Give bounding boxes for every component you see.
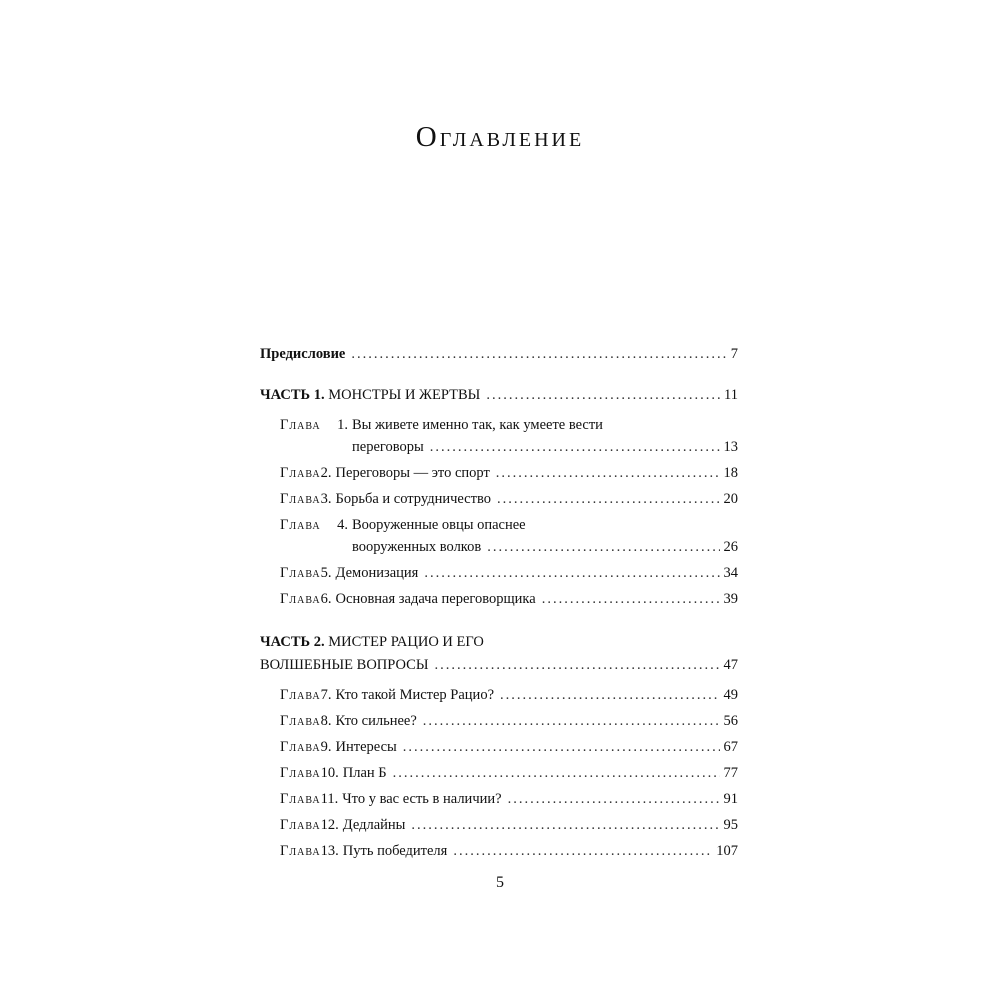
chapter-title-cont: переговоры	[352, 439, 424, 455]
chapter-number: 9.	[320, 739, 332, 755]
dot-leader	[486, 385, 720, 405]
toc-entry-chapter-10	[260, 763, 738, 783]
dot-leader	[453, 841, 712, 861]
chapter-label: Глава	[280, 565, 321, 581]
chapter-number: 6.	[320, 591, 332, 607]
dot-leader	[542, 589, 720, 609]
chapter-number: 3.	[320, 491, 332, 507]
part-title: МОНСТРЫ И ЖЕРТВЫ	[324, 387, 481, 403]
chapter-label: Глава	[280, 591, 321, 607]
page-ref: 91	[723, 791, 738, 807]
part-label: ЧАСТЬ 2.	[260, 634, 325, 650]
chapter-label: Глава	[280, 465, 321, 481]
chapter-label: Глава	[280, 739, 321, 755]
toc-entry-chapter-12	[260, 815, 738, 835]
page-ref: 34	[723, 565, 738, 581]
page-ref: 18	[723, 465, 738, 481]
chapter-title: Кто сильнее?	[335, 713, 417, 729]
page-ref: 49	[723, 687, 738, 703]
page-title: Оглавление	[415, 121, 585, 154]
chapter-title: Что у вас есть в наличии?	[342, 791, 502, 807]
chapter-label: Глава	[280, 417, 321, 433]
chapter-label: Глава	[280, 713, 321, 729]
part-label: ЧАСТЬ 1.	[260, 387, 325, 403]
chapter-title-cont: вооруженных волков	[352, 539, 482, 555]
chapter-number: 10.	[320, 765, 339, 781]
page-ref: 77	[723, 765, 738, 781]
part-title: МИСТЕР РАЦИО И ЕГО	[324, 634, 484, 650]
dot-leader	[497, 489, 720, 509]
chapter-label: Глава	[280, 687, 321, 703]
dot-leader	[424, 563, 719, 583]
toc-entry-chapter-1	[260, 415, 738, 435]
chapter-number: 2.	[320, 465, 332, 481]
chapter-label: Глава	[280, 817, 321, 833]
chapter-label: Глава	[280, 791, 321, 807]
chapter-number: 1.	[337, 417, 348, 433]
chapter-label: Глава	[280, 491, 321, 507]
toc-entry-chapter-1-cont	[260, 437, 738, 457]
dot-leader	[403, 737, 720, 757]
toc-entry-chapter-4	[260, 515, 738, 535]
dot-leader	[487, 537, 719, 557]
toc-entry-part-2-cont	[260, 655, 738, 675]
chapter-label: Глава	[280, 843, 321, 859]
page-ref: 39	[723, 591, 738, 607]
dot-leader	[430, 437, 720, 457]
preface-label: Предисловие	[260, 346, 346, 362]
chapter-title: Путь победителя	[342, 843, 448, 859]
dot-leader	[500, 685, 719, 705]
toc-entry-chapter-2	[260, 463, 738, 483]
dot-leader	[393, 763, 720, 783]
page-ref: 107	[716, 843, 738, 859]
dot-leader	[423, 711, 720, 731]
toc-entry-part-1	[260, 385, 738, 405]
page-ref: 47	[723, 657, 738, 673]
page-ref: 26	[723, 539, 738, 555]
toc-entry-part-2	[260, 632, 738, 652]
toc-entry-chapter-7	[260, 685, 738, 705]
chapter-number: 13.	[320, 843, 339, 859]
chapter-title: Демонизация	[335, 565, 419, 581]
dot-leader	[508, 789, 720, 809]
chapter-number: 8.	[320, 713, 332, 729]
toc-entry-chapter-9	[260, 737, 738, 757]
chapter-title: Вооруженные овцы опаснее	[352, 517, 526, 533]
chapter-title: Борьба и сотрудничество	[335, 491, 491, 507]
chapter-title: План Б	[342, 765, 387, 781]
toc-entry-chapter-6	[260, 589, 738, 609]
dot-leader	[435, 655, 720, 675]
chapter-title: Основная задача переговорщика	[335, 591, 536, 607]
dot-leader	[496, 463, 720, 483]
toc-entry-chapter-11	[260, 789, 738, 809]
page-ref: 13	[723, 439, 738, 455]
chapter-title: Интересы	[335, 739, 397, 755]
part-title-cont: ВОЛШЕБНЫЕ ВОПРОСЫ	[260, 657, 429, 673]
chapter-number: 12.	[320, 817, 339, 833]
dot-leader	[351, 344, 726, 364]
page-ref: 95	[723, 817, 738, 833]
page-number: 5	[496, 874, 504, 891]
chapter-number: 4.	[337, 517, 348, 533]
toc-entry-chapter-4-cont	[260, 537, 738, 557]
toc-entry-chapter-3	[260, 489, 738, 509]
page-ref: 7	[730, 346, 738, 362]
chapter-label: Глава	[280, 765, 321, 781]
chapter-number: 5.	[320, 565, 332, 581]
chapter-label: Глава	[280, 517, 321, 533]
toc-entry-chapter-8	[260, 711, 738, 731]
chapter-title: Кто такой Мистер Рацио?	[335, 687, 495, 703]
dot-leader	[411, 815, 719, 835]
chapter-number: 7.	[320, 687, 332, 703]
page-ref: 11	[724, 387, 738, 403]
toc-entry-preface	[260, 344, 738, 364]
page-ref: 67	[723, 739, 738, 755]
page-ref: 20	[723, 491, 738, 507]
chapter-title: Переговоры — это спорт	[335, 465, 490, 481]
chapter-title: Вы живете именно так, как умеете вести	[352, 417, 603, 433]
page-ref: 56	[723, 713, 738, 729]
chapter-number: 11.	[320, 791, 339, 807]
toc-entry-chapter-5	[260, 563, 738, 583]
toc-entry-chapter-13	[260, 841, 738, 861]
chapter-title: Дедлайны	[342, 817, 406, 833]
